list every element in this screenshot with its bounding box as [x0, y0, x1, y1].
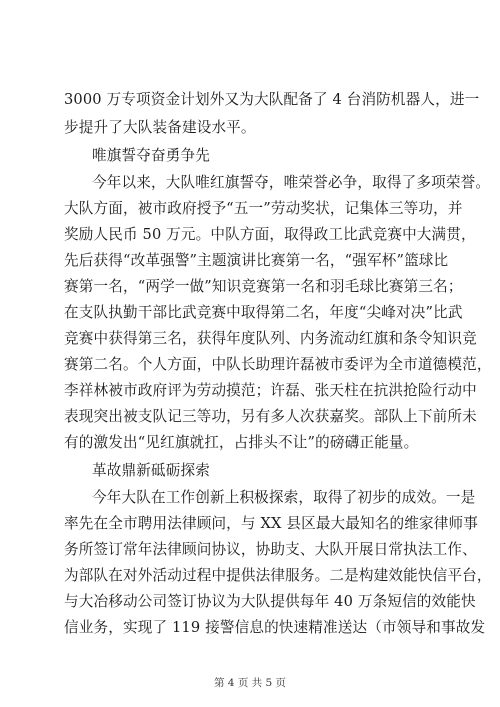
text-line: 大队方面，被市政府授予“五一”劳动奖状，记集体三等功，并	[64, 200, 463, 217]
text-line: 先后获得“改革强警”主题演讲比赛第一名，“强军杯”篮球比	[64, 252, 449, 269]
text-line: 赛第一名，“两学一做”知识竞赛第一名和羽毛球比赛第三名；	[64, 278, 463, 295]
text-line: 率先在全市聘用法律顾问，与 XX 县区最大最知名的维家律师事	[64, 515, 478, 532]
text-line: 在支队执勤干部比武竞赛中取得第二名，年度“尖峰对决”比武	[64, 304, 463, 321]
text-line: 信业务，实现了 119 接警信息的快速精准送达（市领导和事故发	[64, 619, 486, 636]
text-line: 3000 万专项资金计划外又为大队配备了 4 台消防机器人，进一	[64, 91, 480, 108]
text-line: 今年大队在工作创新上积极探索，取得了初步的成效。一是	[92, 489, 476, 506]
text-line: 赛第二名。个人方面，中队长助理许磊被市委评为全市道德模范，	[64, 356, 492, 373]
text-line: 李祥林被市政府评为劳动摸范；许磊、张天柱在抗洪抢险行动中	[64, 382, 477, 399]
text-line: 竞赛中获得第三名，获得年度队列、内务流动红旗和条令知识竞	[64, 330, 477, 347]
text-line: 务所签订常年法律顾问协议，协助支、大队开展日常执法工作、	[64, 541, 477, 558]
section-heading: 革故鼎新砥砺探索	[92, 462, 210, 479]
text-line: 步提升了大队装备建设水平。	[64, 119, 256, 136]
text-line: 有的激发出“见红旗就扛，占排头不让”的磅礴正能量。	[64, 434, 419, 451]
page-number: 第 4 页 共 5 页	[213, 677, 287, 689]
section-heading: 唯旗誓夺奋勇争先	[92, 147, 210, 164]
text-line: 奖励人民币 50 万元。中队方面，取得政工比武竞赛中大满贯，	[64, 226, 476, 243]
text-line: 今年以来，大队唯红旗誓夺，唯荣誉必争，取得了多项荣誉。	[92, 174, 491, 191]
text-line: 为部队在对外活动过程中提供法律服务。二是构建效能快信平台，	[64, 567, 492, 584]
text-line: 表现突出被支队记三等功，另有多人次获嘉奖。部队上下前所未	[64, 408, 477, 425]
text-line: 与大冶移动公司签订协议为大队提供每年 40 万条短信的效能快	[64, 593, 476, 610]
